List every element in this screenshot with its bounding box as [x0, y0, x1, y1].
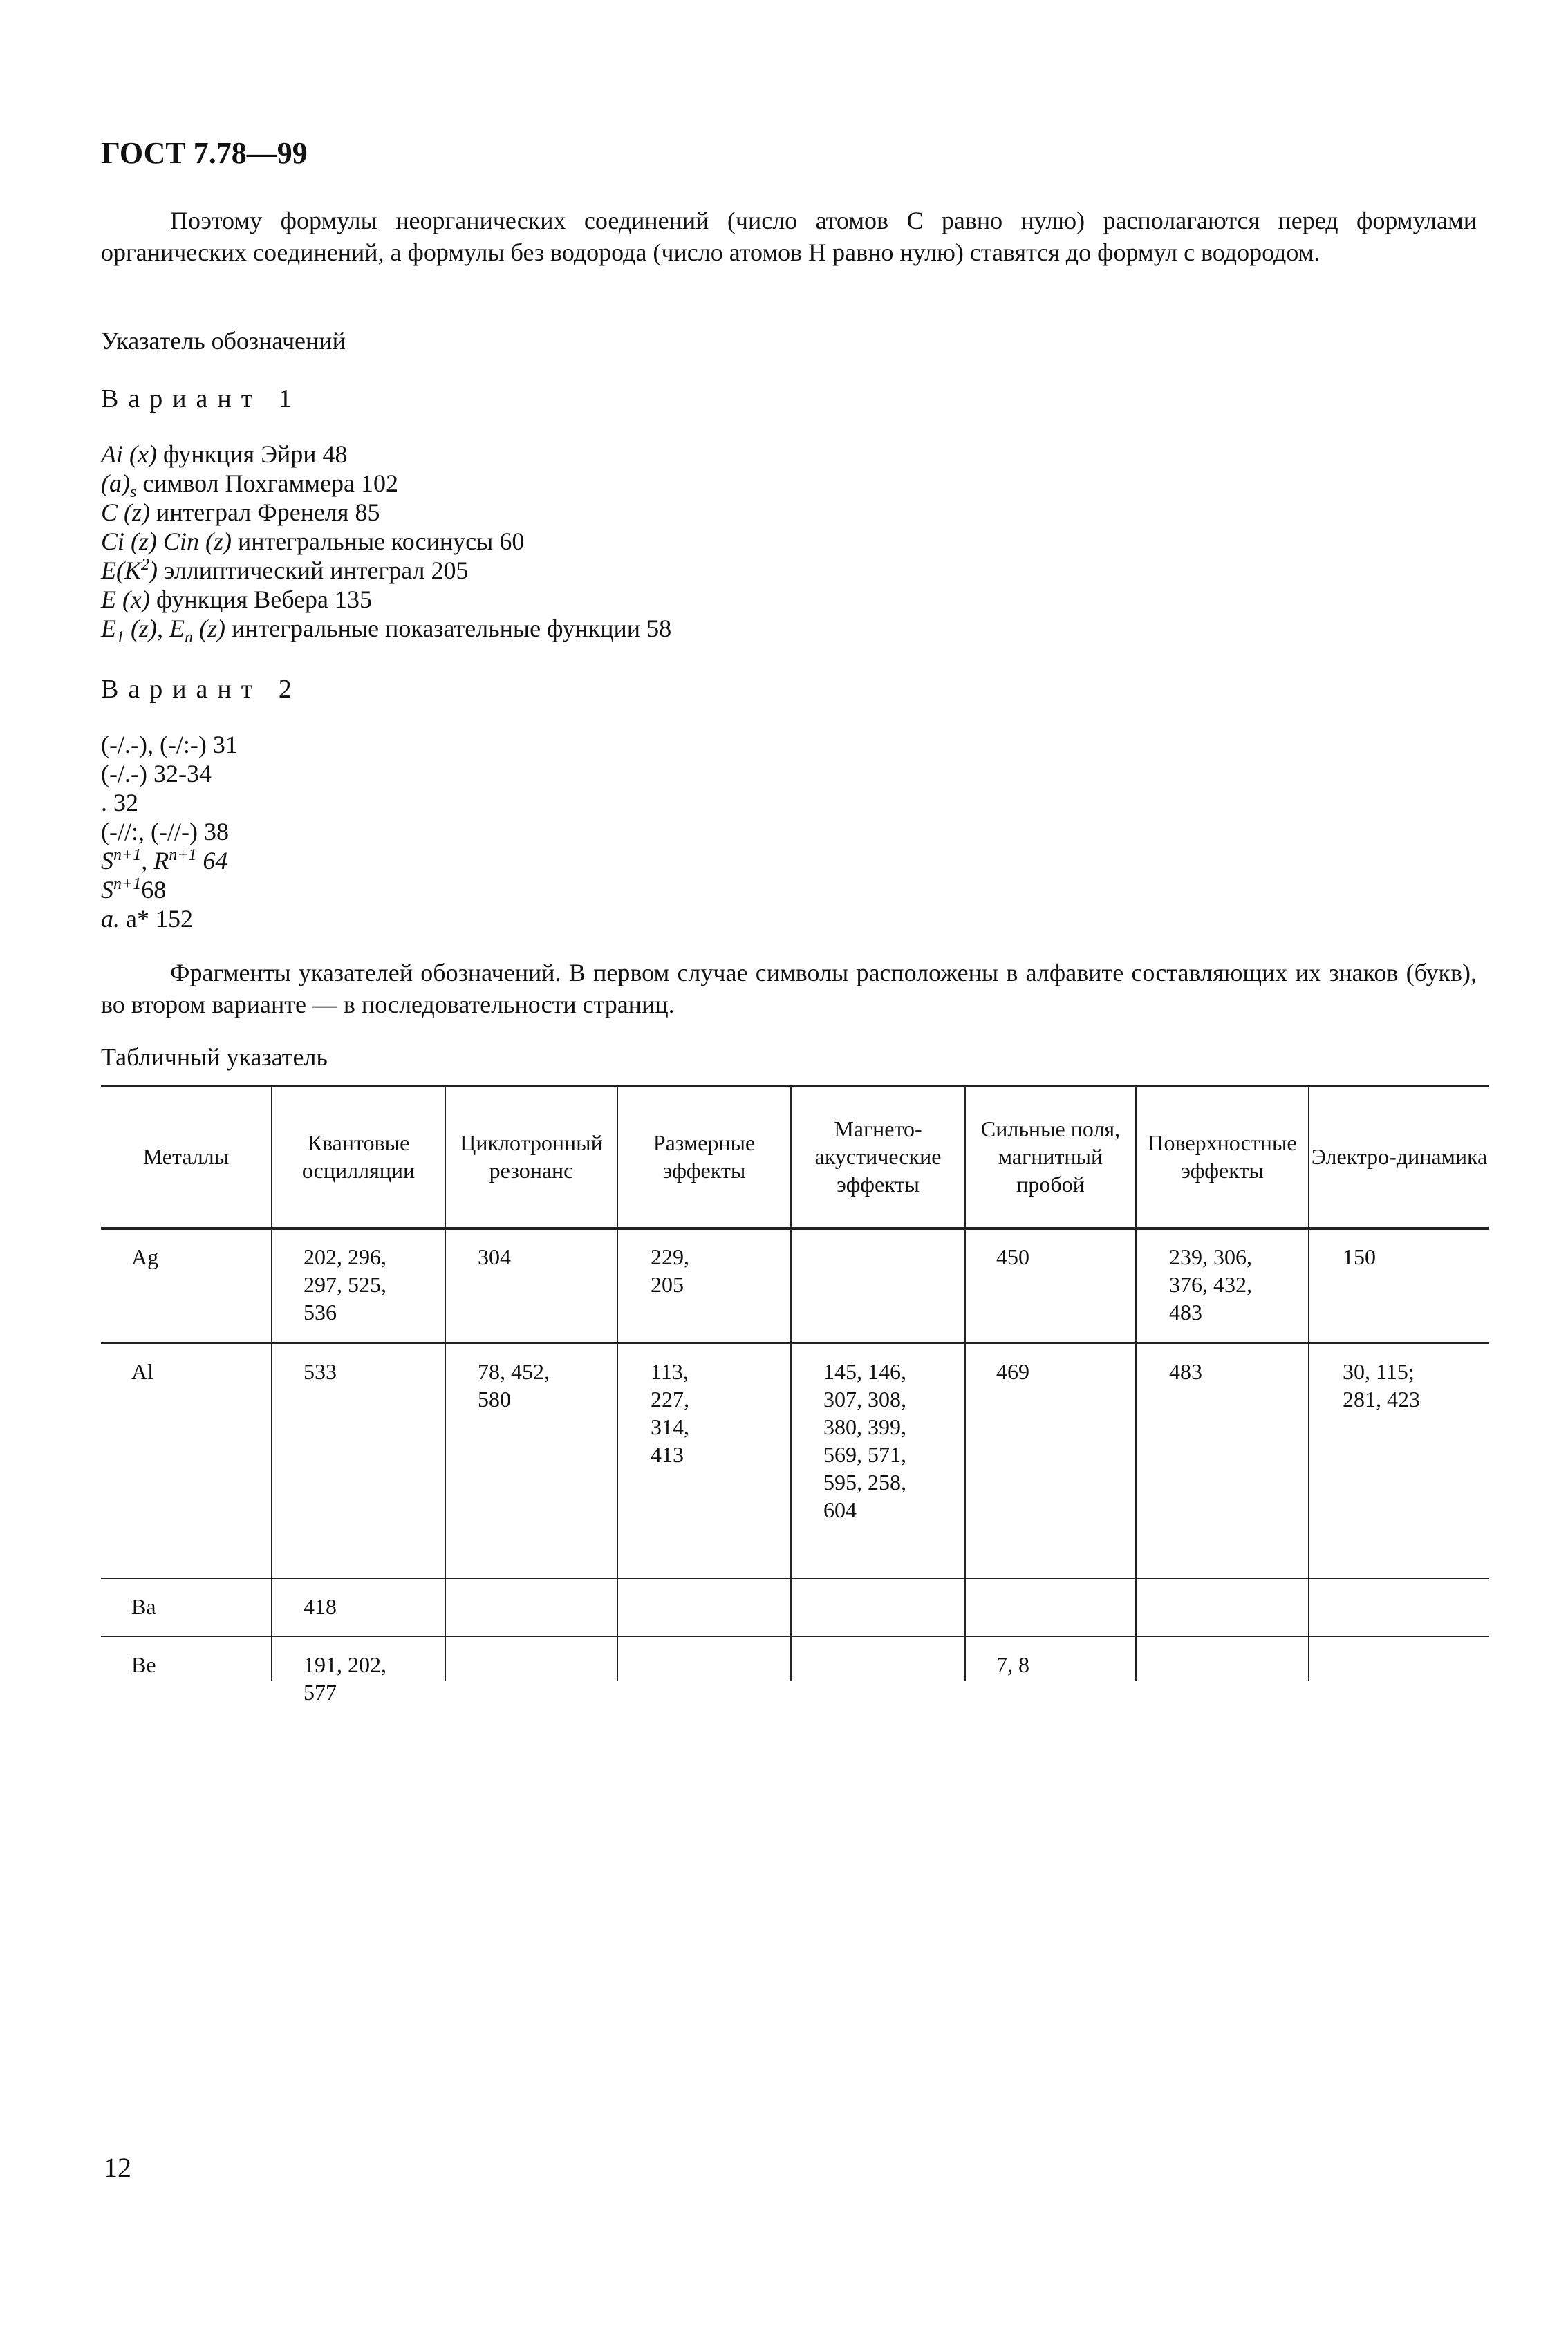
symbol: E [101, 615, 116, 642]
table-cell-metal: Al [131, 1359, 153, 1384]
list-item [101, 904, 238, 933]
column-header-quantum: Квантовые осцилляции [301, 1130, 416, 1183]
table-cell: 229, 205 [651, 1244, 689, 1297]
row-divider [101, 1636, 1489, 1637]
description: функция Эйри 48 [156, 440, 348, 468]
list-item [101, 585, 671, 614]
list-item: (-/.-) 32-34 [101, 760, 212, 787]
symbol: a. [101, 905, 120, 933]
page-ref: a* 152 [120, 905, 193, 933]
intro-paragraph [101, 205, 1477, 268]
list-item [101, 875, 238, 904]
table-cell: 239, 306, 376, 432, 483 [1169, 1244, 1252, 1325]
table-cell: 7, 8 [996, 1652, 1029, 1677]
list-item [101, 440, 671, 469]
list-item [101, 498, 671, 527]
list-item [101, 614, 672, 647]
table-title: Табличный указатель [101, 1043, 328, 1071]
symbol: E (x) [101, 586, 150, 613]
table-cell: 450 [996, 1244, 1029, 1269]
row-divider [101, 1578, 1489, 1579]
description: интеграл Френеля 85 [150, 498, 380, 526]
list-item: . 32 [101, 789, 138, 816]
list-item [101, 469, 671, 502]
fragments-paragraph-text: Фрагменты указателей обозначений. В первом случае символы расположены в алфавите составляющих их знаков (букв), во втором варианте — в последовательности страниц. [101, 959, 1477, 1018]
variant2-list [101, 730, 238, 933]
symbol-subscript: s [129, 483, 137, 502]
variant2-title: Вариант 2 [101, 675, 301, 704]
list-item [101, 556, 671, 585]
page-ref: 68 [141, 876, 167, 904]
header-bottom-rule [101, 1227, 1489, 1230]
description: символ Похгаммера 102 [136, 469, 398, 497]
column-header-cyclotron: Циклотронный резонанс [460, 1130, 603, 1183]
table-cell: 483 [1169, 1359, 1202, 1384]
table-cell: 145, 146, 307, 308, 380, 399, 569, 571, 595, 258, 604 [823, 1359, 906, 1522]
symbol: Ci (z) Cin (z) [101, 527, 232, 555]
list-item: (-/.-), (-/:-) 31 [101, 731, 238, 758]
column-header-metals: Металлы [142, 1143, 230, 1169]
symbol-mid: (z), E [124, 615, 185, 642]
symbol-2: , R [141, 847, 169, 874]
document-header: ГОСТ 7.78—99 [101, 136, 308, 170]
symbol-2-superscript: n+1 [169, 846, 197, 864]
table-cell: 533 [304, 1359, 337, 1384]
table-cell: 191, 202, 577 [304, 1652, 386, 1705]
fragments-paragraph [101, 957, 1477, 1020]
description: функция Вебера 135 [149, 586, 373, 613]
column-header-size-effects: Размерные эффекты [653, 1130, 756, 1183]
symbol-tail: (z) [192, 615, 225, 642]
column-header-strong-fields: Сильные поля, магнитный пробой [980, 1116, 1121, 1197]
table-cell: 418 [304, 1594, 337, 1619]
description: интегральные показательные функции 58 [225, 615, 672, 642]
index-title: Указатель обозначений [101, 327, 346, 355]
symbol: E(K [101, 556, 141, 584]
table-cell-metal: Ag [131, 1244, 159, 1269]
table-cell: 78, 452, 580 [478, 1359, 550, 1412]
symbol: S [101, 847, 113, 874]
table-cell: 469 [996, 1359, 1029, 1384]
variant1-list [101, 440, 672, 647]
table-cell-metal: Be [131, 1652, 156, 1677]
intro-paragraph-text: Поэтому формулы неорганических соединений (число атомов С равно нулю) располагаются перед формулами органических соединений, а формулы без водорода (число атомов Н равно нулю) ставятся до формул с водородом. [101, 207, 1477, 266]
description: интегральные косинусы 60 [232, 527, 525, 555]
symbol-superscript: n+1 [113, 846, 142, 864]
symbol: S [101, 876, 113, 904]
table-cell: 304 [478, 1244, 511, 1269]
symbol-tail: ) [149, 556, 158, 584]
table-cell: 202, 296, 297, 525, 536 [304, 1244, 386, 1325]
column-header-surface: Поверхностные эффекты [1148, 1130, 1297, 1183]
symbol-subscript-2: n [184, 628, 193, 647]
symbol-subscript: 1 [116, 628, 124, 647]
page-number: 12 [104, 2152, 131, 2183]
table-cell-metal: Ba [131, 1594, 156, 1619]
page-ref: 64 [196, 847, 228, 874]
table-cell: 30, 115; 281, 423 [1343, 1359, 1420, 1412]
description: эллиптический интеграл 205 [158, 556, 469, 584]
list-item [101, 527, 671, 556]
list-item: (-//:, (-//-) 38 [101, 818, 229, 845]
symbol: C (z) [101, 498, 150, 526]
column-header-magnetoacoustic: Магнето-акустические эффекты [814, 1116, 942, 1197]
table-cell: 113, 227, 314, 413 [651, 1359, 689, 1467]
symbol: Ai (x) [101, 440, 157, 468]
table-cell: 150 [1343, 1244, 1376, 1269]
column-header-electrodynamics: Электро-динамика [1311, 1143, 1488, 1169]
list-item [101, 846, 238, 875]
variant1-title: Вариант 1 [101, 384, 301, 413]
symbol-superscript: 2 [141, 556, 149, 574]
symbol-superscript: n+1 [113, 875, 142, 893]
row-divider [101, 1342, 1489, 1344]
symbol: (a) [101, 469, 130, 497]
